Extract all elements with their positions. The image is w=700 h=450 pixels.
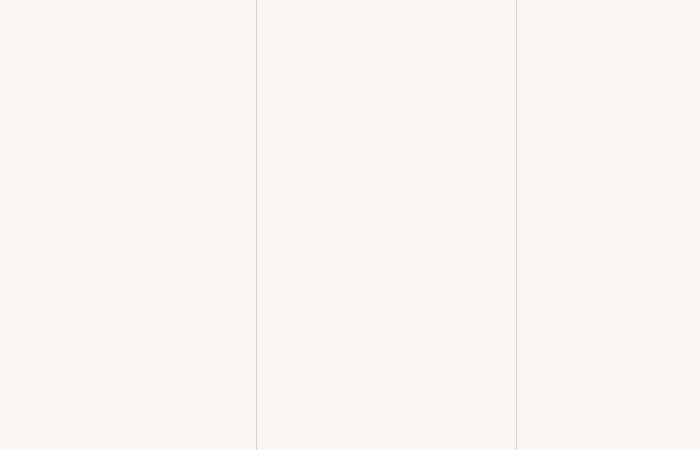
- match-heading: [522, 10, 700, 32]
- column-divider: [516, 0, 517, 450]
- column-divider: [256, 0, 257, 450]
- article-column-right: [522, 0, 700, 32]
